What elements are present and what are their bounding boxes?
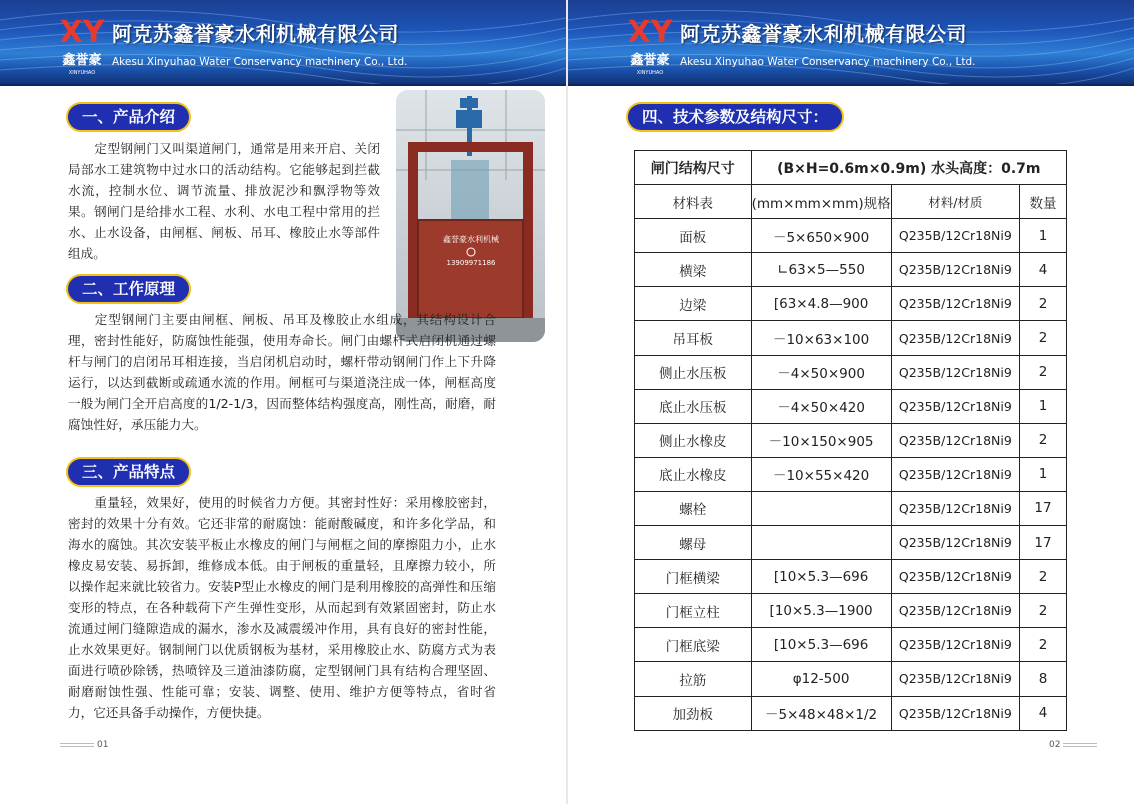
logo-text: 鑫誉豪 — [630, 53, 670, 68]
table-cell: 门框立柱 — [635, 594, 752, 628]
table-cell: －4×50×420 — [751, 389, 891, 423]
table-cell: 拉筋 — [635, 662, 752, 696]
table-cell: 横梁 — [635, 253, 752, 287]
table-cell: Q235B/12Cr18Ni9 — [891, 628, 1019, 662]
gate-phone-label: 13909971186 — [446, 259, 496, 267]
table-cell: Q235B/12Cr18Ni9 — [891, 662, 1019, 696]
table-row — [635, 287, 1067, 321]
table-cell: 门框底梁 — [635, 628, 752, 662]
table-cell: 面板 — [635, 219, 752, 253]
table-cell: －5×650×900 — [751, 219, 891, 253]
section-text-intro — [68, 138, 380, 264]
table-cell: ∟63×5—550 — [751, 253, 891, 287]
table-cell: 门框横梁 — [635, 560, 752, 594]
section-text-features — [68, 492, 496, 723]
logo-mark: XY — [627, 15, 673, 50]
principle-text: 定型钢闸门主要由闸框、闸板、吊耳及橡胶止水组成，其结构设计合理，密封性能好，防腐蚀性能强，使用寿命长。闸门由螺杆式启闭机通过螺杆与闸门的启闭吊耳相连接，当启闭机启动时，螺杆带动钢闸门作上下升降运行，以达到截断或疏通水流的作用。闸框可与渠道浇注成一体，闸框高度一般为闸门全开启高度的1/2-1/3，因而整体结构强度高，刚性高，耐磨，耐腐蚀性好，承压能力大。 — [68, 312, 496, 432]
table-row — [635, 219, 1067, 253]
table-cell: －10×63×100 — [751, 321, 891, 355]
table-title-row — [635, 151, 1067, 185]
table-cell: Q235B/12Cr18Ni9 — [891, 355, 1019, 389]
table-cell: －4×50×900 — [751, 355, 891, 389]
page-number-right: 02 — [1046, 740, 1097, 750]
table-cell: Q235B/12Cr18Ni9 — [891, 253, 1019, 287]
section-heading-intro: 一、产品介绍 — [66, 102, 191, 132]
logo-text: 鑫誉豪 — [62, 53, 102, 68]
header-banner — [0, 0, 566, 86]
company-logo — [624, 12, 676, 76]
table-cell: Q235B/12Cr18Ni9 — [891, 594, 1019, 628]
table-row — [635, 321, 1067, 355]
table-cell: 螺母 — [635, 526, 752, 560]
table-cell: －10×55×420 — [751, 457, 891, 491]
product-photo — [396, 90, 545, 342]
company-name-cn: 阿克苏鑫誉豪水利机械有限公司 — [680, 22, 967, 46]
table-row — [635, 253, 1067, 287]
intro-text: 定型钢闸门又叫渠道闸门，通常是用来开启、关闭局部水工建筑物中过水口的活动结构。它能够起到拦截水流，控制水位、调节流量、排放泥沙和飘浮物等效果。钢闸门是给排水工程、水利、水电工程中常用的拦水、止水设备，由闸框、闸板、吊耳、橡胶止水等部件组成。 — [68, 141, 380, 261]
company-name-en: Akesu Xinyuhao Water Conservancy machinery Co., Ltd. — [680, 56, 976, 68]
col-header: 材料/材质 — [891, 185, 1019, 219]
table-cell: Q235B/12Cr18Ni9 — [891, 423, 1019, 457]
table-row — [635, 355, 1067, 389]
spec-table — [634, 150, 1067, 731]
table-cell: 1 — [1020, 389, 1067, 423]
logo-mark: XY — [59, 15, 105, 50]
table-cell: 2 — [1020, 287, 1067, 321]
table-cell: 底止水压板 — [635, 389, 752, 423]
table-cell: Q235B/12Cr18Ni9 — [891, 491, 1019, 525]
table-cell: 2 — [1020, 355, 1067, 389]
table-cell: Q235B/12Cr18Ni9 — [891, 287, 1019, 321]
table-cell: 2 — [1020, 321, 1067, 355]
table-header-row — [635, 185, 1067, 219]
table-cell: 4 — [1020, 253, 1067, 287]
logo-sub: XINYUHAO — [636, 70, 664, 76]
gate-brand-label: 鑫誉豪水利机械 — [443, 235, 499, 244]
table-row — [635, 628, 1067, 662]
table-cell: 2 — [1020, 423, 1067, 457]
table-cell: －5×48×48×1/2 — [751, 696, 891, 730]
table-cell: 4 — [1020, 696, 1067, 730]
table-cell: 加劲板 — [635, 696, 752, 730]
header-banner — [568, 0, 1134, 86]
col-header: (mm×mm×mm)规格 — [751, 185, 891, 219]
table-cell: 边梁 — [635, 287, 752, 321]
table-title-value: (B×H=0.6m×0.9m) 水头高度：0.7m — [751, 151, 1066, 185]
table-cell: 17 — [1020, 526, 1067, 560]
table-cell: [10×5.3—696 — [751, 628, 891, 662]
logo-sub: XINYUHAO — [68, 70, 96, 76]
table-cell: Q235B/12Cr18Ni9 — [891, 321, 1019, 355]
table-cell: Q235B/12Cr18Ni9 — [891, 526, 1019, 560]
section-text-principle — [68, 309, 496, 435]
table-cell: Q235B/12Cr18Ni9 — [891, 560, 1019, 594]
table-row — [635, 457, 1067, 491]
table-cell: [10×5.3—696 — [751, 560, 891, 594]
table-cell: 吊耳板 — [635, 321, 752, 355]
table-cell: 侧止水压板 — [635, 355, 752, 389]
company-name-cn: 阿克苏鑫誉豪水利机械有限公司 — [112, 22, 399, 46]
table-row — [635, 594, 1067, 628]
table-cell: Q235B/12Cr18Ni9 — [891, 219, 1019, 253]
page-number-left: 01 — [60, 740, 111, 750]
table-cell: Q235B/12Cr18Ni9 — [891, 696, 1019, 730]
table-row — [635, 389, 1067, 423]
table-cell: 8 — [1020, 662, 1067, 696]
table-cell: 底止水橡皮 — [635, 457, 752, 491]
table-cell: [10×5.3—1900 — [751, 594, 891, 628]
right-page — [568, 0, 1134, 804]
section-heading-specs: 四、技术参数及结构尺寸： — [626, 102, 844, 132]
table-cell: 2 — [1020, 628, 1067, 662]
table-cell: Q235B/12Cr18Ni9 — [891, 389, 1019, 423]
table-row — [635, 423, 1067, 457]
col-header: 数量 — [1020, 185, 1067, 219]
table-cell: 1 — [1020, 219, 1067, 253]
table-cell: 侧止水橡皮 — [635, 423, 752, 457]
left-page — [0, 0, 566, 804]
table-cell — [751, 491, 891, 525]
col-header: 材料表 — [635, 185, 752, 219]
table-cell: [63×4.8—900 — [751, 287, 891, 321]
table-row — [635, 560, 1067, 594]
steel-gate-illustration — [396, 90, 545, 342]
features-text: 重量轻，效果好，使用的时候省力方便。其密封性好：采用橡胶密封，密封的效果十分有效。它还非常的耐腐蚀：能耐酸碱度，和许多化学品，和海水的腐蚀。其次安装平板止水橡皮的闸门与闸框之间的摩擦阻力小，止水橡皮易安装、易拆卸，维修成本低。由于闸板的重量轻，且摩擦力较小，所以操作起来就比较省力。安装P型止水橡皮的闸门是利用橡胶的高弹性和压缩变形的特点，在各种载荷下产生弹性变形，从而起到有效紧固密封，防止水流通过闸门缝隙造成的漏水，渗水及减震缓冲作用，具有良好的密封性能，止水效果更好。钢制闸门以优质钢板为基材，采用橡胶止水、防腐方式为表面进行喷砂除锈，热喷锌及三道油漆防腐，定型钢闸门具有结构合理坚固、耐磨耐蚀性强、性能可靠；安装、调整、使用、维护方便等特点，省时省力，它还具备手动操作，方便快捷。 — [68, 495, 496, 720]
table-row — [635, 662, 1067, 696]
table-cell: 2 — [1020, 594, 1067, 628]
table-row — [635, 526, 1067, 560]
table-cell: 1 — [1020, 457, 1067, 491]
table-cell: 螺栓 — [635, 491, 752, 525]
table-cell: －10×150×905 — [751, 423, 891, 457]
table-row — [635, 696, 1067, 730]
table-cell: 2 — [1020, 560, 1067, 594]
section-heading-principle: 二、工作原理 — [66, 274, 191, 304]
company-name-en: Akesu Xinyuhao Water Conservancy machinery Co., Ltd. — [112, 56, 408, 68]
table-row — [635, 491, 1067, 525]
table-cell — [751, 526, 891, 560]
table-cell: 17 — [1020, 491, 1067, 525]
company-logo — [56, 12, 108, 76]
table-cell: Q235B/12Cr18Ni9 — [891, 457, 1019, 491]
table-title-label: 闸门结构尺寸 — [635, 151, 752, 185]
section-heading-features: 三、产品特点 — [66, 457, 191, 487]
table-cell: φ12-500 — [751, 662, 891, 696]
